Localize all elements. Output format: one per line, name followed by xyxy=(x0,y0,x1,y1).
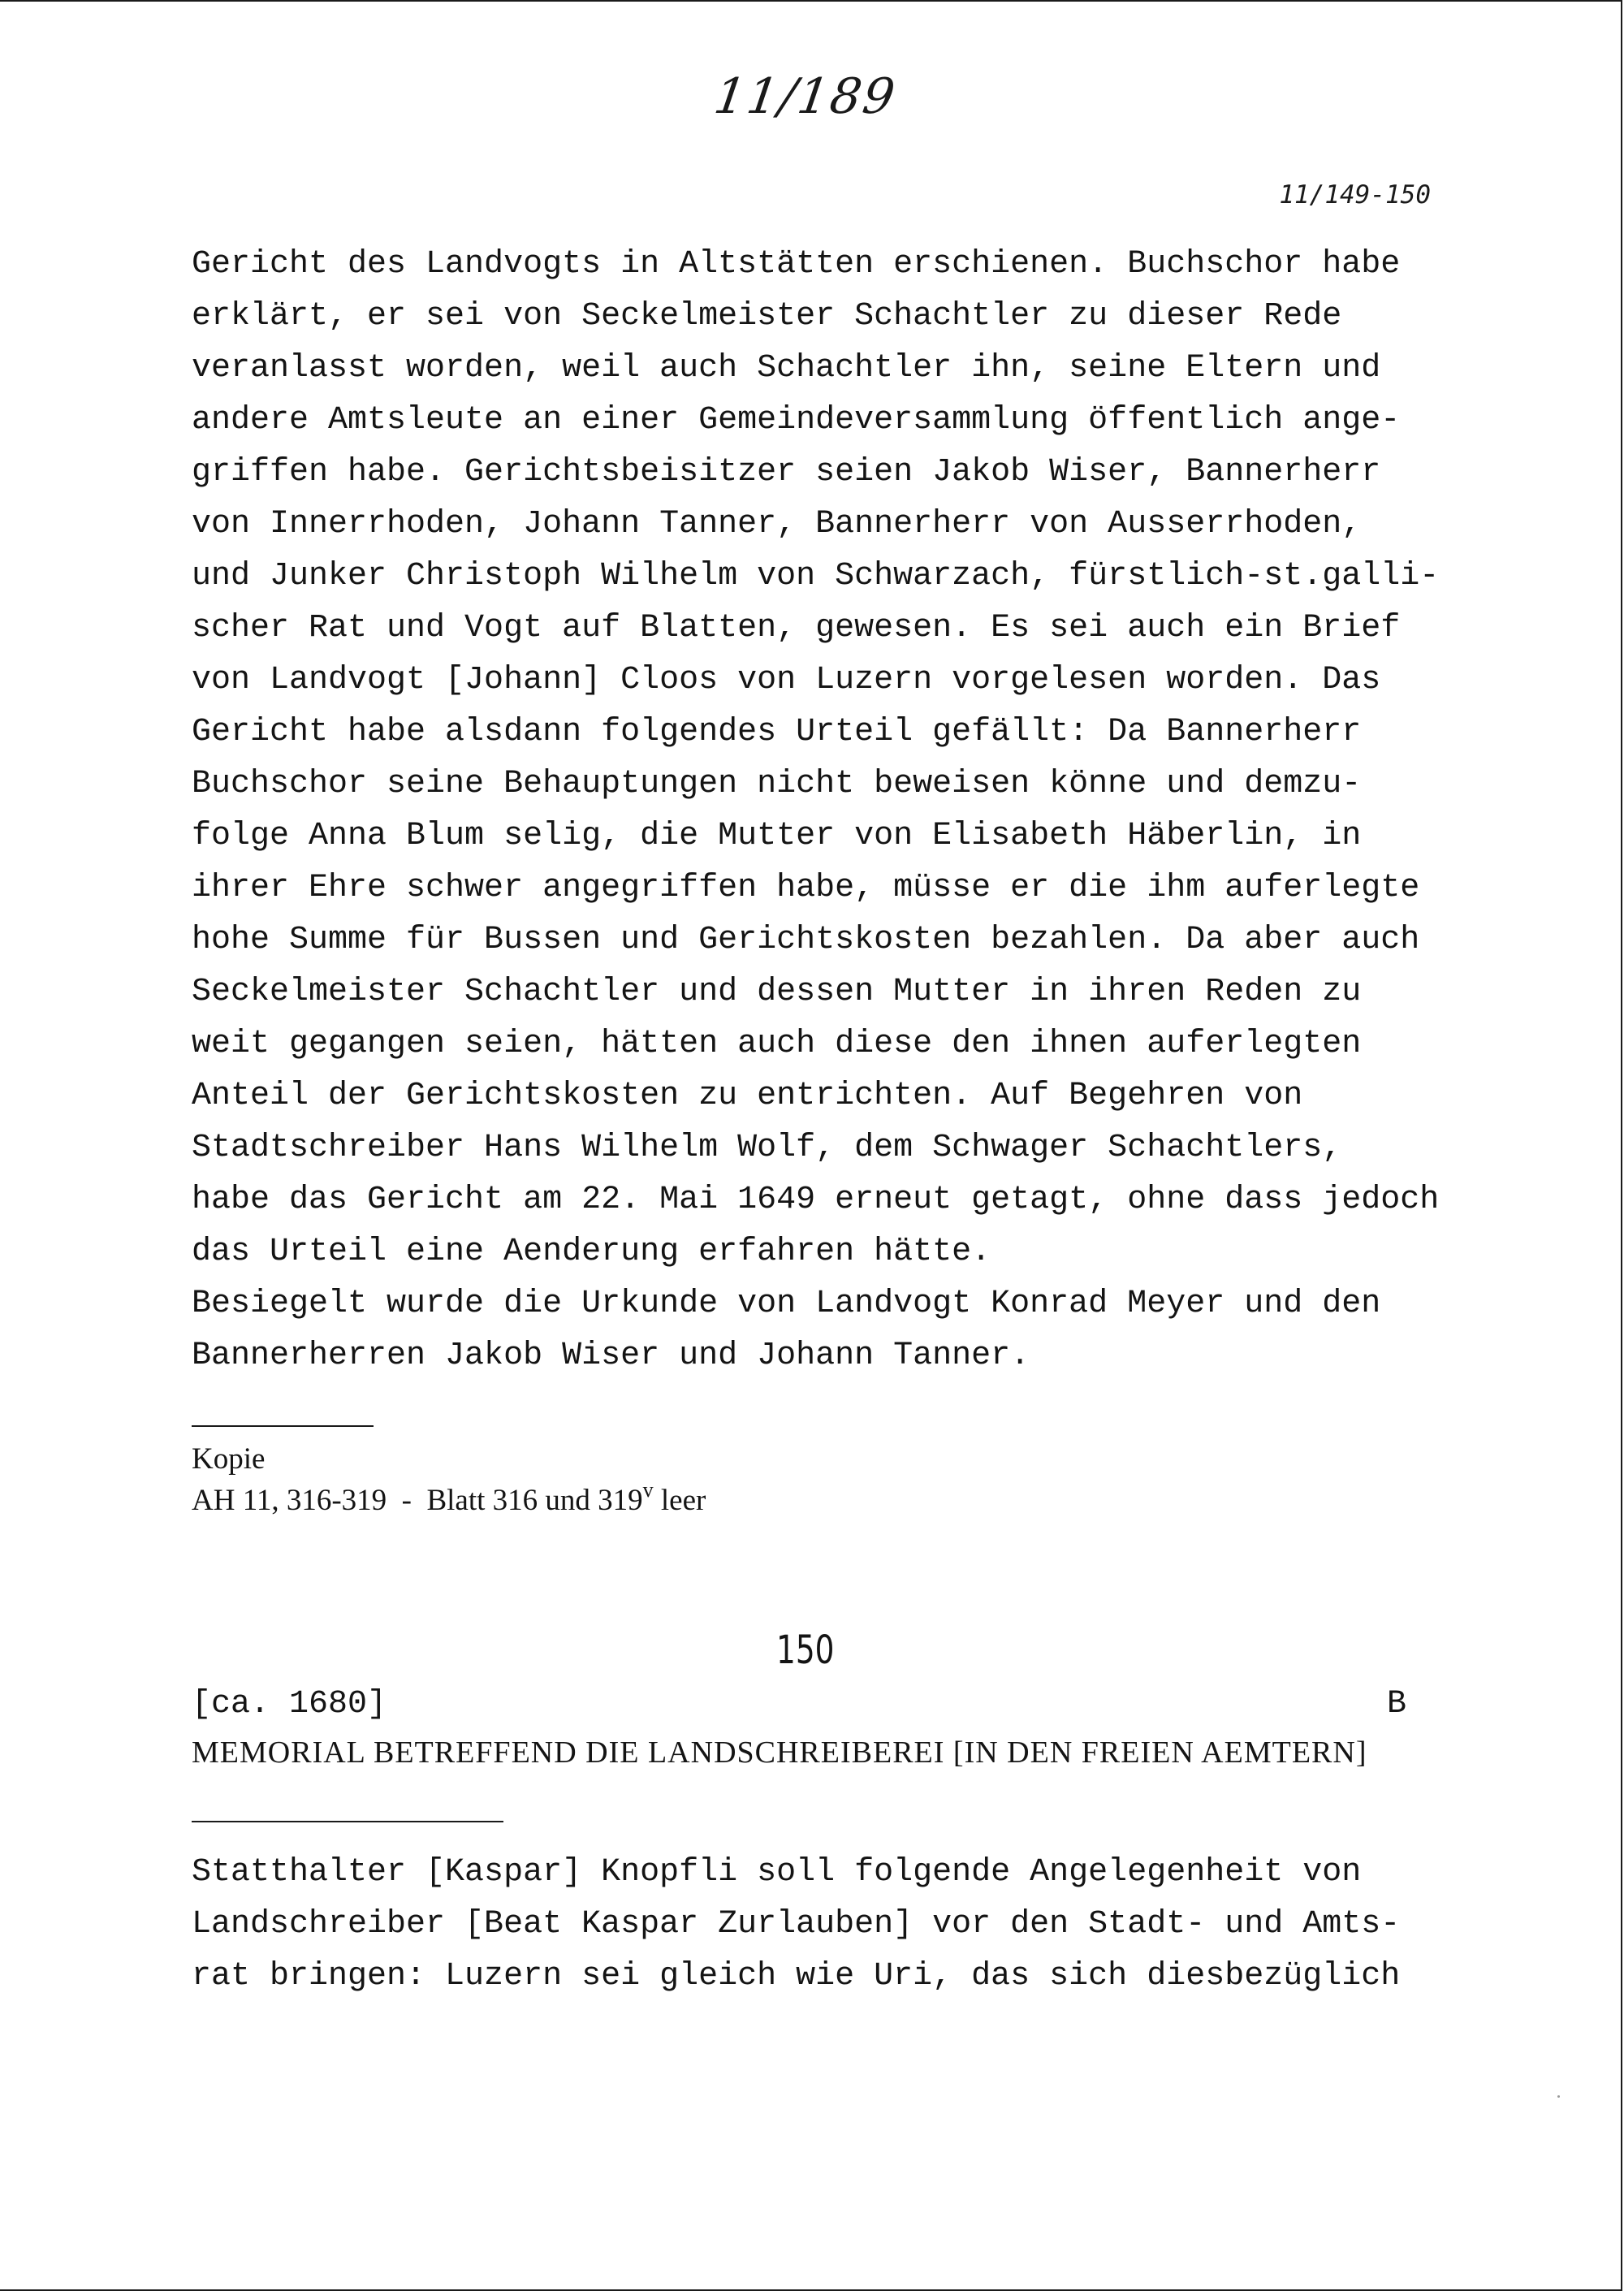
text-line: Seckelmeister Schachtler und dessen Mutter in ihren Reden zu xyxy=(192,974,1362,1010)
text-line: und Junker Christoph Wilhelm von Schwarzach, fürstlich-st.galli- xyxy=(192,558,1440,594)
text-line: Buchschor seine Behauptungen nicht beweisen könne und demzu- xyxy=(192,766,1362,802)
handwritten-page-note: 11/189 xyxy=(710,68,901,125)
text-line: Bannerherren Jakob Wiser und Johann Tanner. xyxy=(192,1338,1030,1374)
text-line: veranlasst worden, weil auch Schachtler ihn, seine Eltern und xyxy=(192,350,1381,387)
text-line: rat bringen: Luzern sei gleich wie Uri, das sich diesbezüglich xyxy=(192,1958,1401,1995)
text-line: weit gegangen seien, hätten auch diese den ihnen auferlegten xyxy=(192,1026,1362,1062)
document-body-text xyxy=(192,1847,1458,2003)
text-line: Gericht des Landvogts in Altstätten erschienen. Buchschor habe xyxy=(192,246,1401,283)
verso-mark: v xyxy=(642,1478,654,1502)
document-title: MEMORIAL BETREFFEND DIE LANDSCHREIBEREI [IN DEN FREIEN AEMTERN] xyxy=(192,1736,1367,1770)
text-line: Anteil der Gerichtskosten zu entrichten. Auf Begehren von xyxy=(192,1078,1303,1114)
footnote-divider xyxy=(192,1425,374,1427)
text-line: von Landvogt [Johann] Cloos von Luzern vorgelesen worden. Das xyxy=(192,662,1381,698)
title-divider xyxy=(192,1821,503,1822)
body-text xyxy=(192,239,1458,1382)
text-line: habe das Gericht am 22. Mai 1649 erneut getagt, ohne dass jedoch xyxy=(192,1182,1440,1218)
text-line: scher Rat und Vogt auf Blatten, gewesen. Es sei auch ein Brief xyxy=(192,610,1401,646)
text-line: Besiegelt wurde die Urkunde von Landvogt Konrad Meyer und den xyxy=(192,1286,1381,1322)
scan-speck xyxy=(1557,2095,1560,2098)
text-line: das Urteil eine Aenderung erfahren hätte. xyxy=(192,1234,991,1270)
text-line: ihrer Ehre schwer angegriffen habe, müsse er die ihm auferlegte xyxy=(192,870,1420,906)
text-line: von Innerrhoden, Johann Tanner, Bannerherr von Ausserrhoden, xyxy=(192,506,1362,542)
text-line: Gericht habe alsdann folgendes Urteil gefällt: Da Bannerherr xyxy=(192,714,1362,750)
text-line: Stadtschreiber Hans Wilhelm Wolf, dem Schwager Schachtlers, xyxy=(192,1130,1342,1166)
source-tail: leer xyxy=(653,1484,706,1517)
document-number: 150 xyxy=(776,1627,835,1673)
source-text: AH 11, 316-319 - Blatt 316 und 319 xyxy=(192,1484,643,1517)
document-date: [ca. 1680] xyxy=(192,1686,387,1723)
text-line: griffen habe. Gerichtsbeisitzer seien Jakob Wiser, Bannerherr xyxy=(192,454,1381,491)
document-letter-mark: B xyxy=(1386,1686,1406,1723)
text-line: erklärt, er sei von Seckelmeister Schachtler zu dieser Rede xyxy=(192,298,1342,335)
text-line: Statthalter [Kaspar] Knopfli soll folgende Angelegenheit von xyxy=(192,1854,1362,1891)
kopie-label: Kopie xyxy=(192,1442,266,1476)
text-line: andere Amtsleute an einer Gemeindeversammlung öffentlich ange- xyxy=(192,402,1401,439)
text-line: hohe Summe für Bussen und Gerichtskosten bezahlen. Da aber auch xyxy=(192,922,1420,958)
source-reference xyxy=(192,1478,706,1518)
text-line: Landschreiber [Beat Kaspar Zurlauben] vor den Stadt- und Amts- xyxy=(192,1906,1401,1943)
text-line: folge Anna Blum selig, die Mutter von Elisabeth Häberlin, in xyxy=(192,818,1362,854)
reference-number: 11/149-150 xyxy=(1279,180,1431,210)
